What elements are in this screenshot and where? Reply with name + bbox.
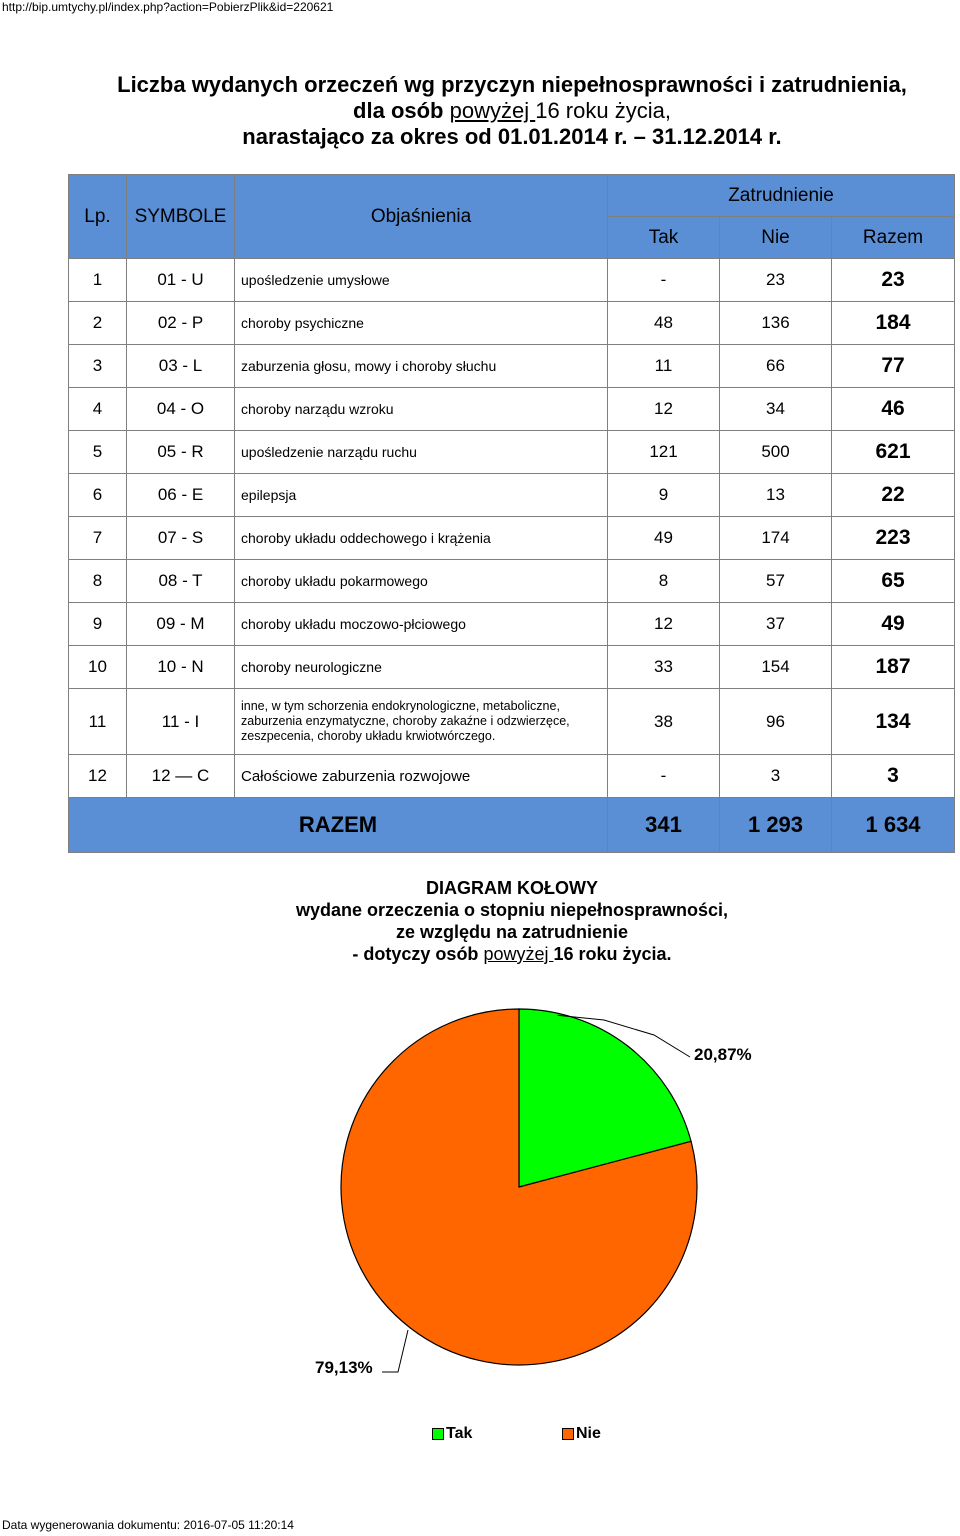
row-tak: 12 — [608, 388, 720, 431]
row-razem: 77 — [832, 345, 955, 388]
row-nie: 136 — [720, 302, 832, 345]
row-nie: 96 — [720, 689, 832, 755]
row-lp: 3 — [69, 345, 127, 388]
row-tak: 48 — [608, 302, 720, 345]
title-line-1: Liczba wydanych orzeczeń wg przyczyn niepełnosprawności i zatrudnienia, — [117, 72, 907, 97]
row-desc: upośledzenie umysłowe — [235, 259, 608, 302]
row-lp: 5 — [69, 431, 127, 474]
legend-label-nie: Nie — [576, 1425, 601, 1442]
row-tak: - — [608, 259, 720, 302]
row-nie: 23 — [720, 259, 832, 302]
sum-razem: 1 634 — [832, 798, 955, 853]
diagram-line-4u: powyżej — [483, 944, 554, 964]
row-lp: 12 — [69, 755, 127, 798]
row-nie: 13 — [720, 474, 832, 517]
row-razem: 184 — [832, 302, 955, 345]
row-nie: 500 — [720, 431, 832, 474]
header-symbole: SYMBOLE — [127, 175, 235, 259]
footer-date: Data wygenerowania dokumentu: 2016-07-05 11:20:14 — [2, 1518, 294, 1532]
row-symbol: 11 - I — [127, 689, 235, 755]
row-lp: 8 — [69, 560, 127, 603]
diagram-line-2: wydane orzeczenia o stopniu niepełnosprawności, — [295, 900, 729, 920]
row-lp: 6 — [69, 474, 127, 517]
row-razem: 134 — [832, 689, 955, 755]
header-nie: Nie — [720, 217, 832, 259]
row-desc: choroby układu pokarmowego — [235, 560, 608, 603]
row-lp: 1 — [69, 259, 127, 302]
sum-label: RAZEM — [69, 798, 608, 853]
row-lp: 10 — [69, 646, 127, 689]
header-url: http://bip.umtychy.pl/index.php?action=PobierzPlik&id=220621 — [2, 0, 334, 14]
pie-leader-line-nie — [382, 1330, 408, 1372]
row-lp: 2 — [69, 302, 127, 345]
row-razem: 621 — [832, 431, 955, 474]
row-tak: 9 — [608, 474, 720, 517]
row-tak: 8 — [608, 560, 720, 603]
row-desc: Całościowe zaburzenia rozwojowe — [235, 755, 608, 798]
title-line-2b: 16 roku życia, — [535, 98, 671, 123]
sum-nie: 1 293 — [720, 798, 832, 853]
row-symbol: 08 - T — [127, 560, 235, 603]
row-tak: 11 — [608, 345, 720, 388]
row-symbol: 04 - O — [127, 388, 235, 431]
row-desc: choroby układu moczowo-płciowego — [235, 603, 608, 646]
legend-item-nie — [562, 1425, 601, 1443]
legend-label-tak: Tak — [446, 1425, 473, 1442]
sum-tak: 341 — [608, 798, 720, 853]
pie-label-nie: 79,13% — [315, 1358, 373, 1377]
row-desc: choroby psychiczne — [235, 302, 608, 345]
row-nie: 34 — [720, 388, 832, 431]
row-symbol: 02 - P — [127, 302, 235, 345]
header-tak: Tak — [608, 217, 720, 259]
row-nie: 37 — [720, 603, 832, 646]
row-razem: 187 — [832, 646, 955, 689]
row-symbol: 12 — C — [127, 755, 235, 798]
row-nie: 3 — [720, 755, 832, 798]
row-nie: 174 — [720, 517, 832, 560]
diagram-line-4b: 16 roku życia. — [553, 944, 672, 964]
legend-item-tak — [432, 1425, 472, 1443]
row-razem: 223 — [832, 517, 955, 560]
header-objasnienia: Objaśnienia — [235, 175, 608, 259]
row-symbol: 03 - L — [127, 345, 235, 388]
row-symbol: 09 - M — [127, 603, 235, 646]
row-nie: 57 — [720, 560, 832, 603]
legend-swatch-nie — [562, 1428, 574, 1440]
row-razem: 23 — [832, 259, 955, 302]
row-razem: 3 — [832, 755, 955, 798]
title-line-2u: powyżej — [449, 98, 536, 123]
diagram-line-1: DIAGRAM KOŁOWY — [426, 878, 598, 898]
row-symbol: 10 - N — [127, 646, 235, 689]
row-symbol: 07 - S — [127, 517, 235, 560]
header-lp: Lp. — [69, 175, 127, 259]
row-symbol: 01 - U — [127, 259, 235, 302]
row-desc: upośledzenie narządu ruchu — [235, 431, 608, 474]
row-lp: 7 — [69, 517, 127, 560]
row-desc: epilepsja — [235, 474, 608, 517]
diagram-line-3: ze względu na zatrudnienie — [395, 922, 629, 942]
header-razem: Razem — [832, 217, 955, 259]
row-desc: zaburzenia głosu, mowy i choroby słuchu — [235, 345, 608, 388]
row-tak: - — [608, 755, 720, 798]
row-tak: 38 — [608, 689, 720, 755]
title-line-2a: dla osób — [353, 98, 444, 123]
row-tak: 12 — [608, 603, 720, 646]
row-nie: 66 — [720, 345, 832, 388]
row-tak: 121 — [608, 431, 720, 474]
row-lp: 11 — [69, 689, 127, 755]
row-nie: 154 — [720, 646, 832, 689]
row-desc: choroby neurologiczne — [235, 646, 608, 689]
row-tak: 49 — [608, 517, 720, 560]
row-lp: 4 — [69, 388, 127, 431]
row-desc: choroby układu oddechowego i krążenia — [235, 517, 608, 560]
pie-label-tak: 20,87% — [694, 1045, 752, 1064]
row-razem: 22 — [832, 474, 955, 517]
row-lp: 9 — [69, 603, 127, 646]
row-razem: 65 — [832, 560, 955, 603]
title-line-3: narastająco za okres od 01.01.2014 r. – 31.12.2014 r. — [242, 124, 782, 149]
row-tak: 33 — [608, 646, 720, 689]
header-zatrudnienie: Zatrudnienie — [608, 175, 955, 217]
legend-swatch-tak — [432, 1428, 444, 1440]
diagram-line-4a: - dotyczy osób — [352, 944, 479, 964]
row-desc: inne, w tym schorzenia endokrynologiczne, metaboliczne, zaburzenia enzymatyczne, choroby zakaźne i odzwierzęce, zeszpecenia, choroby układu krwiotwórczego. — [235, 689, 608, 755]
row-razem: 46 — [832, 388, 955, 431]
row-desc: choroby narządu wzroku — [235, 388, 608, 431]
row-symbol: 06 - E — [127, 474, 235, 517]
row-symbol: 05 - R — [127, 431, 235, 474]
row-razem: 49 — [832, 603, 955, 646]
